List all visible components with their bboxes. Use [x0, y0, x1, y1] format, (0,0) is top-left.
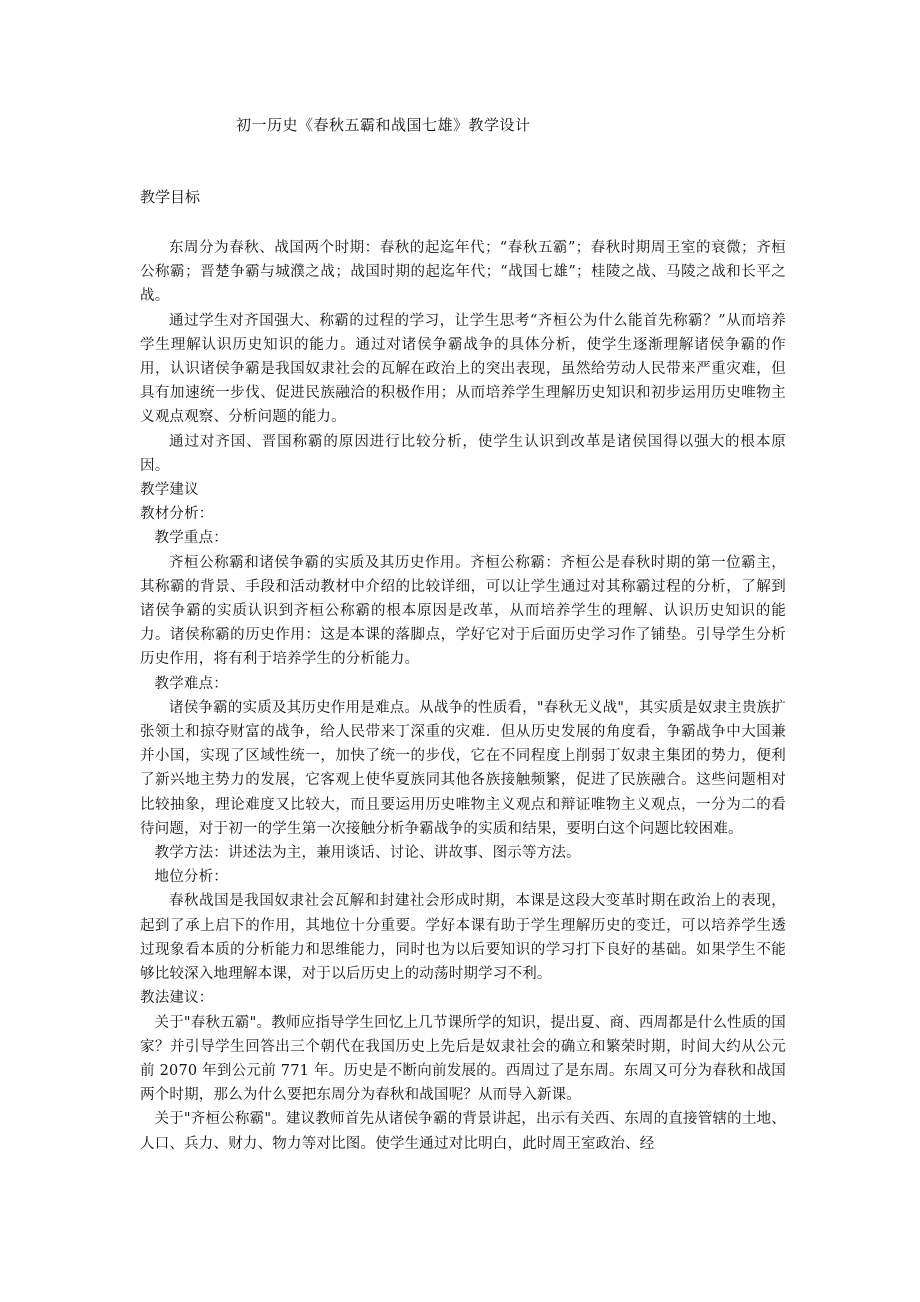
teaching-heading: 教法建议： [140, 990, 214, 1007]
suggestion-heading: 教学建议 [140, 482, 199, 499]
objectives-heading: 教学目标 [140, 188, 201, 206]
key-heading: 教学重点： [154, 530, 228, 547]
key-paragraph: 齐桓公称霸和诸侯争霸的实质及其历史作用。齐桓公称霸：齐桓公是春秋时期的第一位霸主，其称霸的背景、手段和活动教材中介绍的比较详细，可以让学生通过对其称霸过程的分析，了解到诸侯争霸的实质认识到齐桓公称霸的根本原因是改革，从而培养学生的理解、认识历史知识的能力。诸侯称霸的历史作用：这是本课的落脚点，学好它对于后面历史学习作了铺垫。引导学生分析历史作用，将有利于培养学生的分析能力。 [140, 554, 786, 668]
method-paragraph: 教学方法：讲述法为主，兼用谈话、讨论、讲故事、图示等方法。 [154, 845, 581, 862]
objective-paragraph-3: 通过对齐国、晋国称霸的原因进行比较分析，使学生认识到改革是诸侯国得以强大的根本原因。 [140, 433, 786, 474]
difficulty-heading: 教学难点： [154, 675, 228, 692]
teaching-paragraph-1: 关于"春秋五霸"。教师应指导学生回忆上几节课所学的知识，提出夏、商、西周都是什么性质的国家？并引导学生回答出三个朝代在我国历史上先后是奴隶社会的确立和繁荣时期，时间大约从公元前 2070 年到公元前 771 年。历史是不断向前发展的。西周过了是东周。东周又可分为春秋和战国两个时期，那么为什么要把东周分为春秋和战国呢？从而导入新课。 [140, 1014, 786, 1104]
position-paragraph: 春秋战国是我国奴隶社会瓦解和封建社会形成时期，本课是这段大变革时期在政治上的表现，起到了承上启下的作用，其地位十分重要。学好本课有助于学生理解历史的变迁，可以培养学生透过现象看本质的分析能力和思维能力，同时也为以后要知识的学习打下良好的基础。如果学生不能够比较深入地理解本课，对于以后历史上的动荡时期学习不利。 [140, 893, 786, 983]
objective-paragraph-2: 通过学生对齐国强大、称霸的过程的学习，让学生思考“齐桓公为什么能首先称霸？”从而培养学生理解认识历史知识的能力。通过对诸侯争霸战争的具体分析，使学生逐渐理解诸侯争霸的作用，认识诸侯争霸是我国奴隶社会的瓦解在政治上的突出表现，虽然给劳动人民带来严重灾难，但具有加速统一步伐、促进民族融洽的积极作用；从而培养学生理解历史知识和初步运用历史唯物主义观点观察、分析问题的能力。 [140, 312, 786, 426]
position-heading: 地位分析： [154, 869, 228, 886]
objective-paragraph-1: 东周分为春秋、战国两个时期：春秋的起迄年代；“春秋五霸”；春秋时期周王室的衰微；齐桓公称霸；晋楚争霸与城濮之战；战国时期的起迄年代；“战国七雄”；桂陵之战、马陵之战和长平之战。 [140, 240, 786, 305]
document-body [140, 236, 786, 1156]
difficulty-paragraph: 诸侯争霸的实质及其历史作用是难点。从战争的性质看，"春秋无义战"，其实质是奴隶主贵族扩张领土和掠夺财富的战争，给人民带来丁深重的灾难．但从历史发展的角度看，争霸战争中大国兼并小国，实现了区域性统一，加快了统一的步伐，它在不同程度上削弱丁奴隶主集团的势力，便利了新兴地主势力的发展，它客观上使华夏族同其他各族接触频繁，促进了民族融合。这些问题相对比较抽象，理论难度又比较大，而且要运用历史唯物主义观点和辩证唯物主义观点，一分为二的看待问题，对于初一的学生第一次接触分析争霸战争的实质和结果，要明白这个问题比较困难。 [140, 699, 786, 837]
material-heading: 教材分析： [140, 506, 214, 523]
teaching-paragraph-2: 关于"齐桓公称霸"。建议教师首先从诸侯争霸的背景讲起，出示有关西、东周的直接管辖的土地、人口、兵力、财力、物力等对比图。使学生通过对比明白，此时周王室政治、经 [140, 1111, 786, 1152]
document-title: 初一历史《春秋五霸和战国七雄》教学设计 [236, 116, 531, 134]
